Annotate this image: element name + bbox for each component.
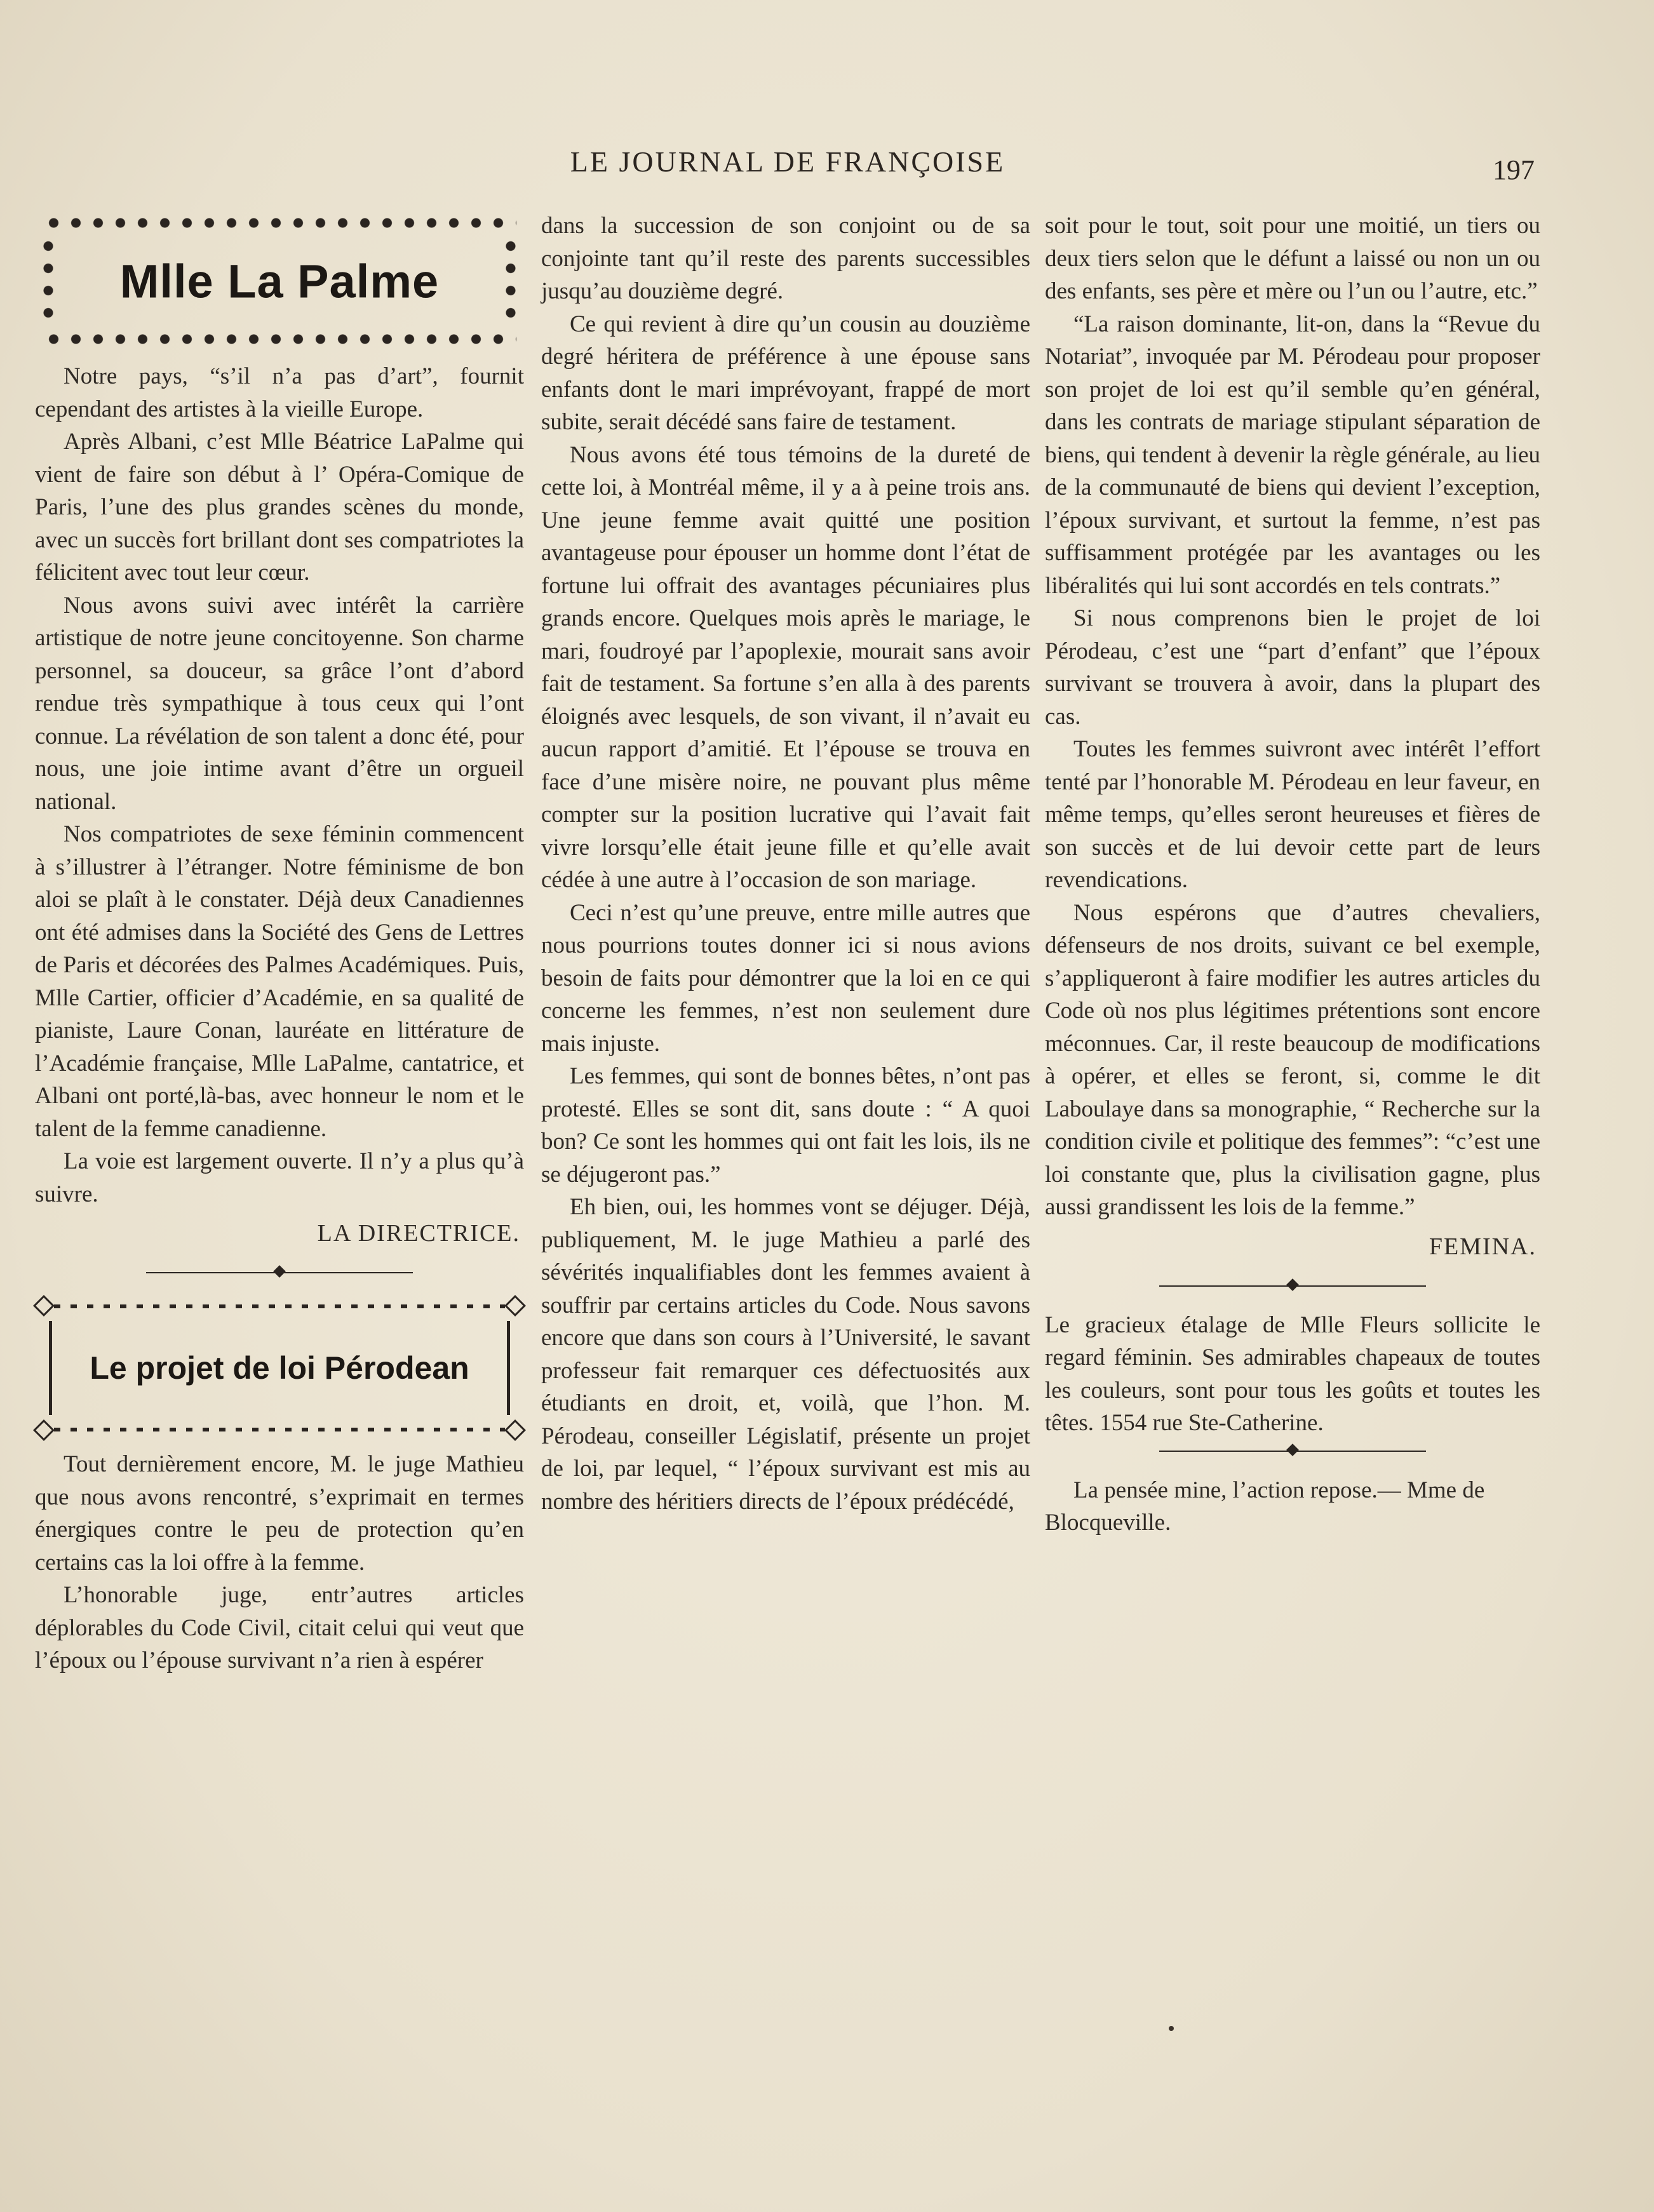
article-2-paragraph: soit pour le tout, soit pour une moitié, un tiers ou deux tiers selon que le défunt a laissé ou non un ou des enfants, ses père et mère ou l’un ou l’autre, etc.”	[1045, 213, 1540, 304]
article-1-paragraph: Nous avons suivi avec intérêt la carrière artistique de notre jeune concitoyenne. Son charme personnel, sa douceur, sa grâce l’ont d’abord rendue très sympathique à tous ceux qui l’ont connue. La révélation de son talent a donc été, pour nous, une joie intime avant d’être un orgueil national.	[35, 592, 524, 815]
article-1-body	[35, 360, 524, 1210]
beaded-border-top	[54, 1304, 505, 1308]
dotted-border-top	[43, 216, 516, 230]
section-divider	[146, 1265, 413, 1280]
running-head: LE JOURNAL DE FRANÇOISE	[570, 145, 1005, 178]
ink-speck	[1169, 2026, 1174, 2031]
article-2-paragraph: Ceci n’est qu’une preuve, entre mille autres que nous pourrions toutes donner ici si nous avions besoin de faits pour démontrer que la loi en ce qui concerne les femmes, n’est non seulement dure mais injuste.	[541, 899, 1030, 1057]
corner-diamond-icon	[504, 1419, 526, 1441]
column-1	[35, 210, 524, 1677]
quote-block	[1045, 1474, 1540, 1539]
corner-diamond-icon	[33, 1419, 55, 1441]
article-2-signature: FEMINA.	[1429, 1233, 1536, 1260]
page-number: 197	[1493, 154, 1535, 185]
article-1-title: Mlle La Palme	[119, 255, 440, 307]
article-2-paragraph: dans la succession de son conjoint ou de sa conjointe tant qu’il reste des parents successibles jusqu’au douzième degré.	[541, 213, 1030, 304]
article-1-paragraph: La voie est largement ouverte. Il n’y a plus qu’à suivre.	[35, 1148, 524, 1207]
section-divider	[1159, 1278, 1426, 1294]
divider-diamond-icon	[1286, 1444, 1299, 1456]
dotted-border-bottom	[43, 332, 516, 346]
article-2-body-col1	[35, 1448, 524, 1677]
article-2-paragraph: Tout dernièrement encore, M. le juge Mathieu que nous avons rencontré, s’exprimait en termes énergiques contre le peu de protection qu’en certains cas la loi offre à la femme.	[35, 1451, 524, 1576]
article-2-paragraph: Toutes les femmes suivront avec intérêt l’effort tenté par l’honorable M. Pérodeau en leur faveur, en même temps, qu’elles seront heureuses et fières de son succès et de lui devoir cette part de leurs revendications.	[1045, 736, 1540, 893]
article-1-title-frame	[35, 210, 524, 352]
article-2-paragraph: L’honorable juge, entr’autres articles déplorables du Code Civil, citait celui qui veut que l’époux ou l’épouse survivant n’a rien à espérer	[35, 1582, 524, 1673]
advert-text: Le gracieux étalage de Mlle Fleurs sollicite le regard féminin. Ses admirables chapeaux de toutes les couleurs, sont pour tous les goûts et toutes les têtes. 1554 rue Ste-Catherine.	[1045, 1311, 1540, 1436]
section-divider	[1159, 1444, 1426, 1459]
article-1-paragraph: Notre pays, “s’il n’a pas d’art”, fournit cependant des artistes à la vieille Europe.	[35, 363, 524, 422]
article-2-paragraph: “La raison dominante, lit-on, dans la “Revue du Notariat”, invoquée par M. Pérodeau pour proposer son projet de loi est qu’il semble qu’en général, dans les contrats de mariage stipulant séparation de biens, qui tendent à devenir la règle générale, au lieu de la communauté de biens qui devient l’exception, l’époux survivant, et surtout la femme, n’est pas suffisamment protégée par les avantages ou les libéralités qui lui sont accordés en tels contrats.”	[1045, 311, 1540, 599]
advert-block	[1045, 1309, 1540, 1440]
corner-diamond-icon	[33, 1295, 55, 1317]
article-2-paragraph: Si nous comprenons bien le projet de loi Pérodeau, c’est une “part d’enfant” que l’époux survivant se trouvera à avoir, dans la plupart des cas.	[1045, 605, 1540, 730]
article-1-paragraph: Nos compatriotes de sexe féminin commencent à s’illustrer à l’étranger. Notre féminisme de bon aloi se plaît à le constater. Déjà deux Canadiennes ont été admises dans la Société des Gens de Lettres de Paris et décorées des Palmes Académiques. Puis, Mlle Cartier, officier d’Académie, en sa qualité de pianiste, Laure Conan, lauréate en littérature de l’Académie française, Mlle LaPalme, cantatrice, et Albani ont porté,là-bas, avec honneur le nom et le talent de la femme canadienne.	[35, 821, 524, 1142]
article-1-signature: LA DIRECTRICE.	[317, 1220, 520, 1247]
divider-diamond-icon	[1286, 1278, 1299, 1291]
article-2-title-frame	[35, 1296, 524, 1440]
article-2-body-col3	[1045, 210, 1540, 1224]
beaded-border-bottom	[54, 1428, 505, 1431]
quote-text: La pensée mine, l’action repose.— Mme de Blocqueville.	[1045, 1477, 1485, 1536]
article-1-paragraph: Après Albani, c’est Mlle Béatrice LaPalme qui vient de faire son début à l’ Opéra-Comique de Paris, l’une des plus grandes scènes du monde, avec un succès fort brillant dont ses compatriotes la félicitent avec tout leur cœur.	[35, 429, 524, 586]
divider-diamond-icon	[273, 1265, 286, 1278]
article-2-paragraph: Les femmes, qui sont de bonnes bêtes, n’ont pas protesté. Elles se sont dit, sans doute : “ A quoi bon? Ce sont les hommes qui ont fait les lois, ils ne se déjugeront pas.”	[541, 1063, 1030, 1188]
article-2-body-col2	[541, 210, 1030, 1518]
article-2-title: Le projet de loi Pérodean	[90, 1350, 469, 1386]
article-2-paragraph: Nous avons été tous témoins de la dureté de cette loi, à Montréal même, il y a à peine trois ans. Une jeune femme avait quitté une position avantageuse pour épouser un homme dont l’état de fortune lui offrait des avantages pécuniaires plus grands encore. Quelques mois après le mariage, le mari, foudroyé par l’apoplexie, mourait sans avoir fait de testament. Sa fortune s’en alla à des parents éloignés avec lesquels, de son vivant, il n’avait eu aucun rapport d’amitié. Et l’épouse se trouva en face d’une misère noire, ne pouvant plus même compter sur la position lucrative qui l’avait fait vivre lorsqu’elle était jeune fille et qu’elle avait cédée à une autre à l’occasion de son mariage.	[541, 441, 1030, 893]
corner-diamond-icon	[504, 1295, 526, 1317]
column-3	[1045, 210, 1540, 1539]
article-2-paragraph: Eh bien, oui, les hommes vont se déjuger. Déjà, publiquement, M. le juge Mathieu a parlé des sévérités inqualifiables dont les femmes avaient à souffrir par certains articles du Code. Nous savons encore que dans son cours à l’Université, le savant professeur fait remarquer ces défectuosités aux étudiants en droit, et, voilà, que l’hon. M. Pérodeau, conseiller Législatif, présente un projet de loi, par lequel, “ l’époux survivant est mis au nombre des héritiers directs de l’époux prédécédé,	[541, 1194, 1030, 1515]
article-2-paragraph: Ce qui revient à dire qu’un cousin au douzième degré héritera de préférence à une épouse sans enfants dont le mari imprévoyant, frappé de mort subite, serait décédé sans faire de testament.	[541, 311, 1030, 435]
article-2-paragraph: Nous espérons que d’autres chevaliers, défenseurs de nos droits, suivant ce bel exemple, s’appliqueront à faire modifier les autres articles du Code où nos plus légitimes prétentions sont encore méconnues. Car, il reste beaucoup de modifications à opérer, et elles se feront, si, comme le dit Laboulaye dans sa monographie, “ Recherche sur la condition civile et politique des femmes”: “c’est une loi constante que, plus la civilisation gagne, plus aussi grandissent les lois de la femme.”	[1045, 899, 1540, 1220]
column-2	[541, 210, 1030, 1518]
